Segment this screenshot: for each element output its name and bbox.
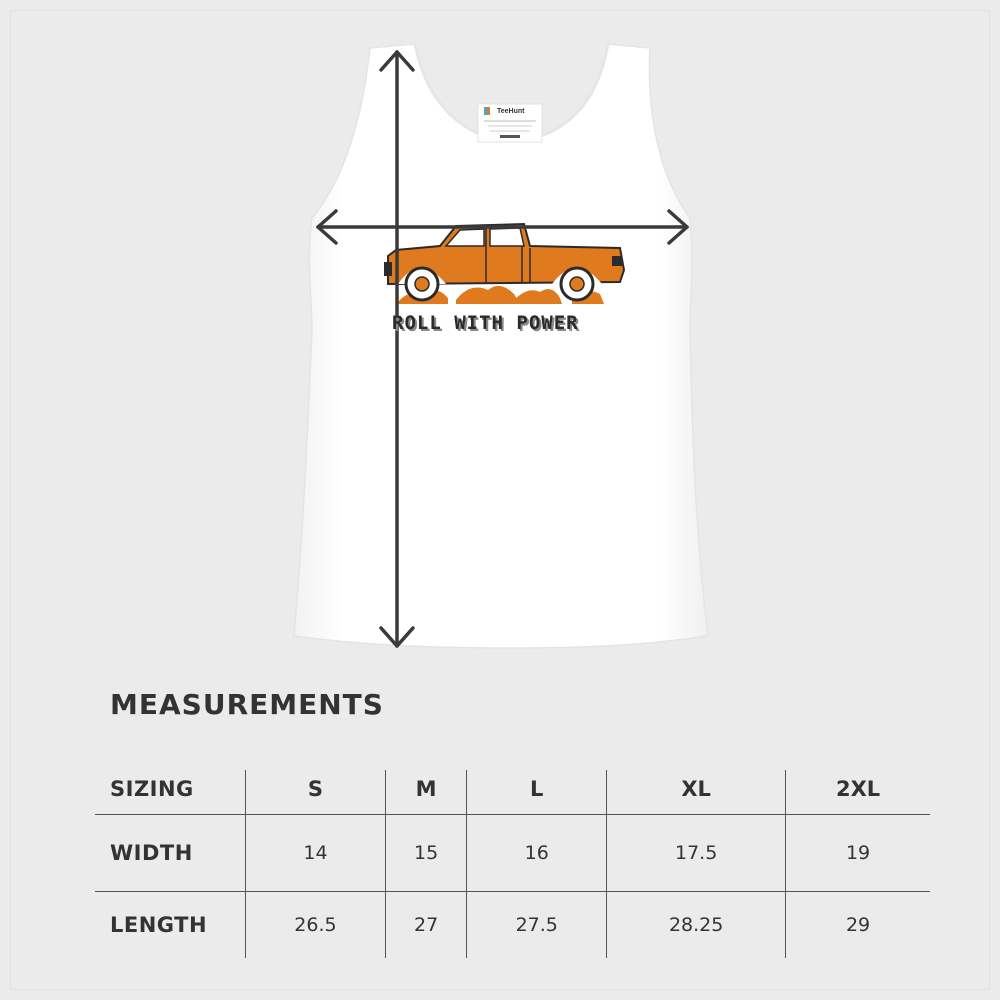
sizing-header: SIZING — [110, 777, 194, 801]
width-xl: 17.5 — [607, 815, 786, 892]
size-header-xl: XL — [607, 770, 786, 815]
width-2xl: 19 — [786, 815, 930, 892]
design-slogan: ROLL WITH POWER — [392, 312, 579, 334]
size-header-2xl: 2XL — [786, 770, 930, 815]
measurements-title: MEASUREMENTS — [110, 688, 384, 721]
size-header-s: S — [246, 770, 386, 815]
table-row — [95, 815, 930, 892]
length-l: 27.5 — [467, 892, 607, 959]
size-header-row — [95, 770, 930, 815]
size-header-l: L — [467, 770, 607, 815]
table-row — [95, 892, 930, 959]
size-header-m: M — [385, 770, 466, 815]
label-brand-text: TeeHunt — [497, 108, 525, 115]
length-label: LENGTH — [110, 913, 208, 937]
size-chart-table — [95, 770, 930, 958]
length-m: 27 — [385, 892, 466, 959]
width-l: 16 — [467, 815, 607, 892]
length-xl: 28.25 — [607, 892, 786, 959]
length-s: 26.5 — [246, 892, 386, 959]
width-s: 14 — [246, 815, 386, 892]
length-2xl: 29 — [786, 892, 930, 959]
width-m: 15 — [385, 815, 466, 892]
width-label: WIDTH — [110, 841, 193, 865]
